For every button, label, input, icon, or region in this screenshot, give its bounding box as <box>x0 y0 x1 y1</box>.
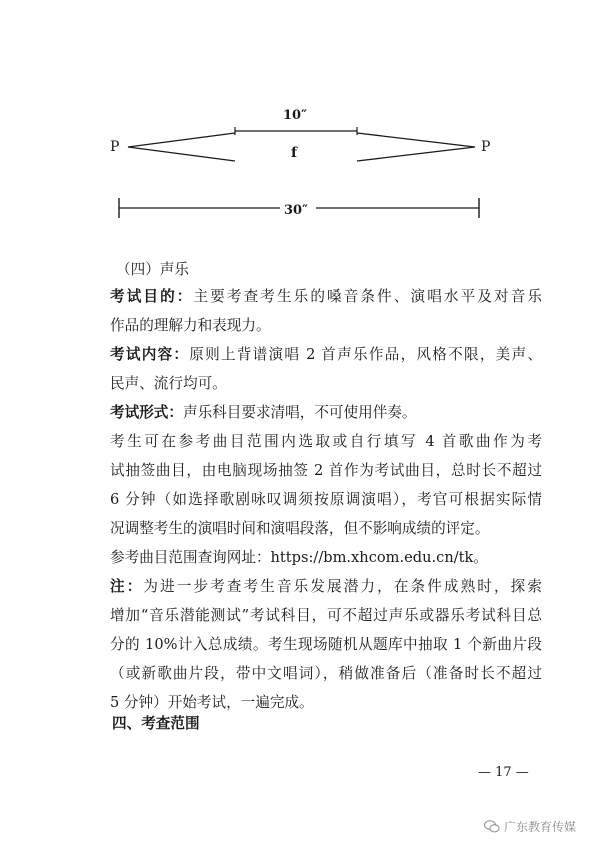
exam-purpose-paragraph <box>80 282 542 340</box>
right-piano-label: P <box>481 139 491 155</box>
exam-purpose-text: 主要考查考生乐的嗓音条件、演唱水平及对音乐 <box>193 288 542 305</box>
wechat-icon <box>484 820 500 833</box>
exam-content-paragraph <box>80 340 542 398</box>
watermark-text: 广东教育传媒 <box>504 820 577 834</box>
exam-form-paragraph <box>80 398 542 427</box>
exam-form-label: 考试形式： <box>110 404 183 421</box>
song-selection-line: 6 分钟（如选择歌剧咏叹调须按原调演唱），考官可根据实际情 <box>110 491 542 508</box>
note-label: 注： <box>110 578 144 595</box>
note-line: 5 分钟）开始考试，一遍完成。 <box>110 694 314 711</box>
forte-label: f <box>291 145 298 161</box>
decrescendo-hairpin <box>357 133 475 161</box>
vocal-section-heading: （四）声乐 <box>116 261 189 278</box>
exam-purpose-line: 作品的理解力和表现力。 <box>110 317 271 334</box>
crescendo-hairpin <box>128 133 235 161</box>
note-line: 增加“音乐潜能测试”考试科目，可不超过声乐或器乐考试科目总 <box>110 607 542 624</box>
song-selection-line: 考生可在参考曲目范围内选取或自行填写 4 首歌曲作为考 <box>110 433 542 450</box>
song-selection-paragraph <box>80 427 542 543</box>
reference-url-line: 参考曲目范围查询网址：https://bm.xhcom.edu.cn/tk。 <box>110 549 488 566</box>
exam-content-line: 民声、流行均可。 <box>110 375 227 392</box>
page-number: — 17 — <box>478 765 529 780</box>
note-paragraph <box>80 572 542 717</box>
dynamics-diagram <box>0 0 605 230</box>
scope-section-heading: 四、考查范围 <box>112 715 200 732</box>
exam-content-label: 考试内容： <box>110 346 190 363</box>
bottom-duration-label: 30″ <box>284 203 308 218</box>
left-piano-label: P <box>110 139 120 155</box>
song-selection-line: 试抽签曲目，由电脑现场抽签 2 首作为考试曲目，总时长不超过 <box>110 462 542 479</box>
watermark <box>484 818 576 835</box>
reference-url-paragraph <box>80 543 542 572</box>
song-selection-line: 况调整考生的演唱时间和演唱段落，但不影响成绩的评定。 <box>110 520 490 537</box>
exam-content-text: 原则上背谱演唱 2 首声乐作品，风格不限，美声、 <box>189 346 542 363</box>
top-duration-label: 10″ <box>283 108 307 123</box>
exam-purpose-line <box>80 282 542 311</box>
note-line: （或新歌曲片段，带中文唱词），稍做准备后（准备时长不超过 <box>110 665 542 682</box>
exam-content-line <box>80 340 542 369</box>
note-line: 分的 10%计入总成绩。考生现场随机从题库中抽取 1 个新曲片段 <box>110 636 542 653</box>
exam-purpose-label: 考试目的： <box>110 288 194 305</box>
note-line <box>80 572 542 601</box>
exam-form-text: 声乐科目要求清唱，不可使用伴奏。 <box>182 404 417 421</box>
note-text: 为进一步考查考生音乐发展潜力，在条件成熟时，探索 <box>143 578 542 595</box>
exam-form-line <box>80 398 542 427</box>
